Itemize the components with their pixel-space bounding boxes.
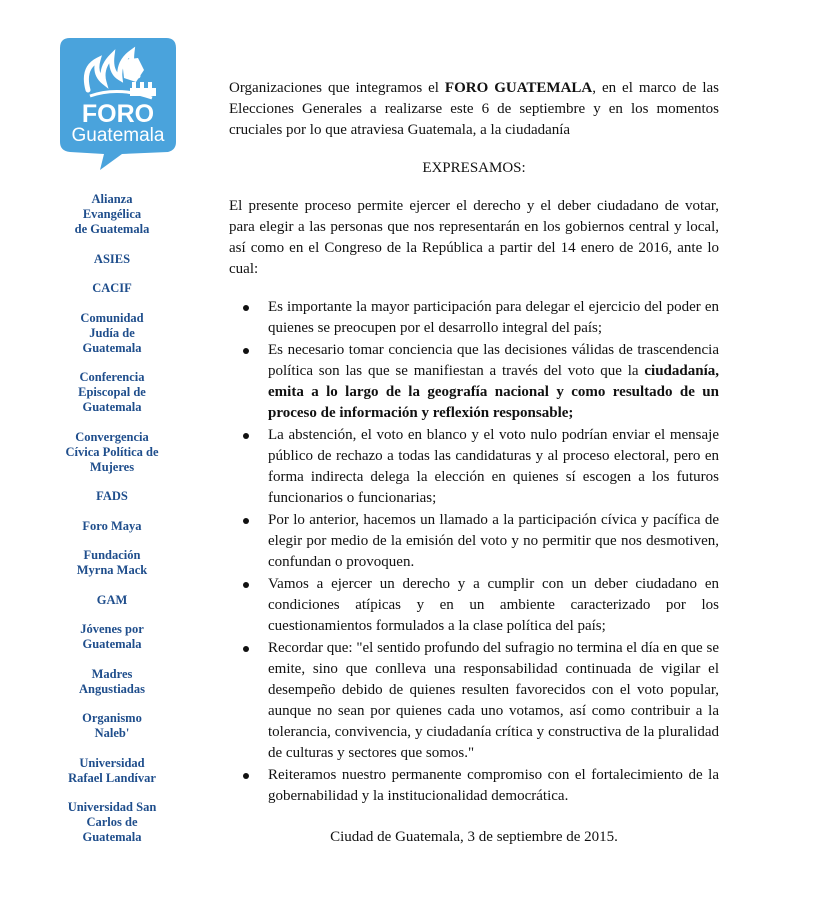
org-item: Organismo Naleb' (82, 711, 142, 740)
org-item: ASIES (93, 251, 131, 266)
bullet-icon (243, 646, 249, 652)
list-item-text: Es necesario tomar conciencia que las decisiones válidas de trascendencia política son las que se manifiestan a través del voto que la (268, 342, 719, 379)
list-item (229, 574, 719, 637)
org-item: FADS (96, 489, 128, 503)
org-item: Conferencia Episcopal de Guatemala (78, 370, 146, 414)
org-item: Convergencia Cívica Política de Mujeres (65, 429, 159, 474)
logo-text-foro: FORO (81, 100, 155, 128)
declaration-body (229, 78, 719, 848)
org-item: Universidad Rafael Landívar (68, 755, 156, 785)
org-item: GAM (96, 592, 128, 607)
org-item: Comunidad Judía de Guatemala (80, 310, 144, 355)
list-item-text: La abstención, el voto en blanco y el voto nulo podrían enviar el mensaje público de rechazo a todas las candidaturas y al proceso electoral, pero en forma indirecta delega la elección en quienes sí escogen a los futuros funcionarios o funcionarias; (268, 427, 719, 506)
list-item (229, 340, 719, 424)
org-item: Alianza Evangélica de Guatemala (74, 192, 150, 236)
bullet-icon (243, 518, 249, 524)
bullet-icon (243, 433, 249, 439)
org-item: Universidad San Carlos de Guatemala (67, 800, 157, 844)
bullet-icon (243, 582, 249, 588)
bullet-icon (243, 773, 249, 779)
intro-paragraph (229, 78, 719, 141)
section-heading: EXPRESAMOS: (422, 160, 526, 176)
member-organizations-list (50, 192, 174, 860)
list-item-text: Es importante la mayor participación para delegar el ejercicio del poder en quienes se preocupen por el desarrollo integral del país; (268, 299, 719, 336)
closing-date-line: Ciudad de Guatemala, 3 de septiembre de 2015. (330, 829, 618, 845)
list-item (229, 638, 719, 764)
list-item-emphasis: ciudadanía, emita a lo largo de la geografía nacional y como resultado de un proceso de información y reflexión responsable; (268, 363, 719, 421)
bullet-icon (243, 348, 249, 354)
list-item (229, 297, 719, 339)
list-item (229, 510, 719, 573)
org-item: Jóvenes por Guatemala (80, 622, 144, 651)
bullet-icon (243, 305, 249, 311)
list-item-text: Por lo anterior, hacemos un llamado a la participación cívica y pacífica de elegir por medio de la emisión del voto y no permitir que nos desmotiven, confundan o provoquen. (268, 512, 719, 570)
intro-forum-name: FORO GUATEMALA (444, 80, 593, 96)
list-item (229, 425, 719, 509)
foro-guatemala-logo (60, 38, 176, 170)
list-item-text: Recordar que: "el sentido profundo del sufragio no termina el día en que se emite, sino que conlleva una responsabilidad continuada de vigilar el desempeño debido de quienes resulten favorecidos con el voto popular, aunque no sean por quienes cada uno votamos, así como contribuir a la tolerancia, convivencia, y ciudadanía crítica y constructiva de la pluralidad de culturas y sectores que somos." (268, 640, 719, 761)
list-item-text: Vamos a ejercer un derecho y a cumplir con un deber ciudadano en condiciones atípicas y en un ambiente caracterizado por los cuestionamientos formulados a la clase política del país; (268, 576, 719, 634)
intro-text-start: Organizaciones que integramos el (229, 80, 445, 96)
org-item: Foro Maya (82, 518, 142, 533)
intro-text-end: , en el marco de las Elecciones Generales a realizarse este 6 de septiembre y en los momentos cruciales por lo que atraviesa Guatemala, a la ciudadanía (229, 80, 720, 138)
list-item (229, 765, 719, 807)
context-paragraph: El presente proceso permite ejercer el derecho y el deber ciudadano de votar, para elegir a las personas que nos representarán en los gobiernos central y local, así como en el Congreso de la República a partir del 14 enero de 2016, ante lo cual: (229, 198, 719, 277)
logo-text-guatemala: Guatemala (71, 125, 165, 146)
org-item: Madres Angustiadas (79, 666, 145, 696)
list-item-text: Reiteramos nuestro permanente compromiso con el fortalecimiento de la gobernabilidad y la institucionalidad democrática. (268, 767, 719, 804)
statement-list (229, 297, 719, 807)
org-item: Fundación Myrna Mack (76, 548, 148, 577)
org-item: CACIF (92, 281, 132, 295)
